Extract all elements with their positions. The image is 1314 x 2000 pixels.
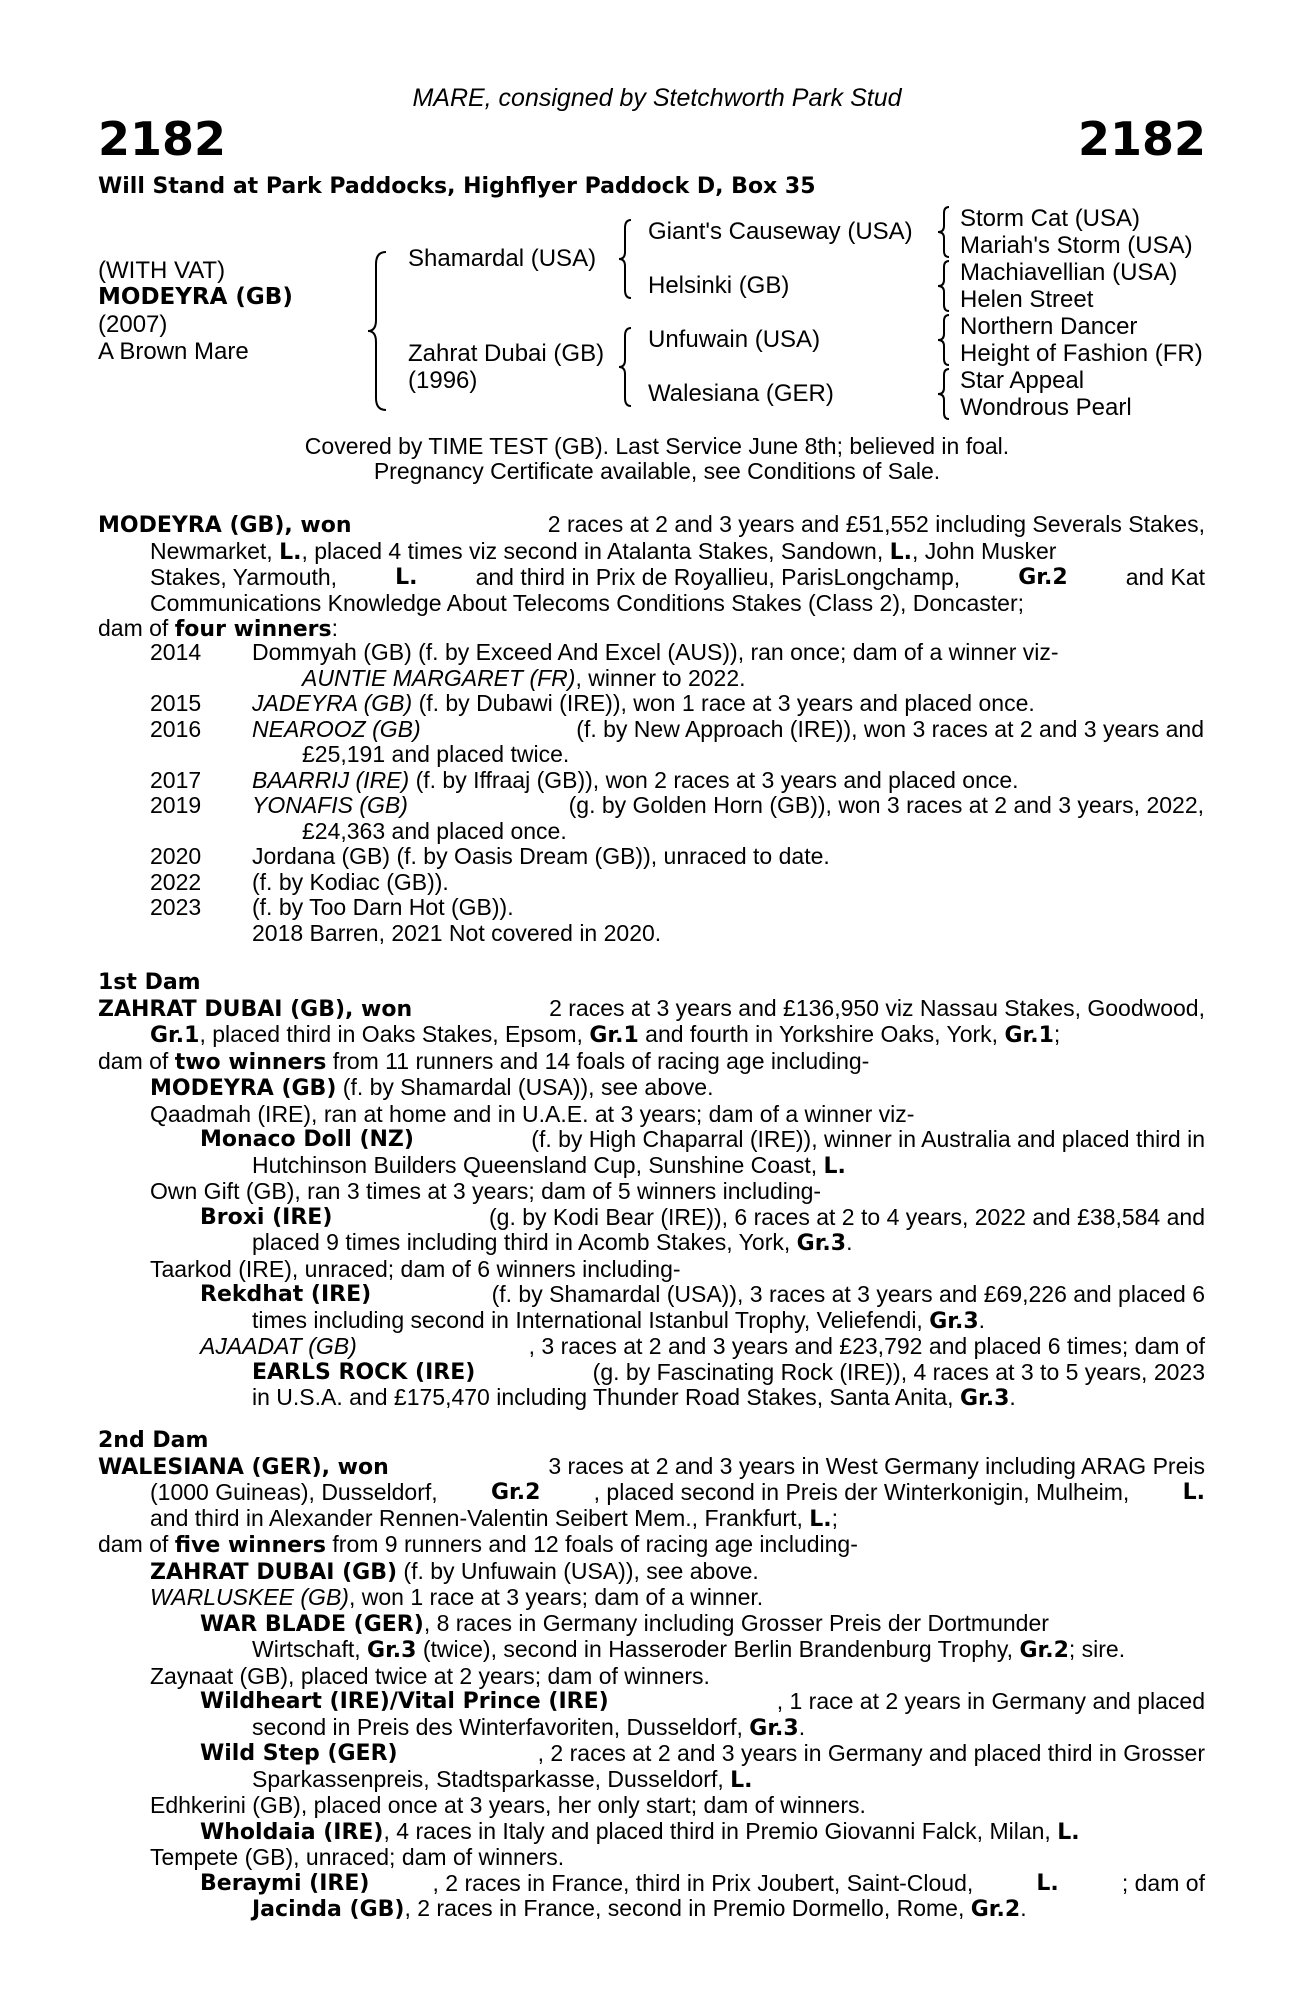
consignor-line: MARE, consigned by Stetchworth Park Stud: [412, 84, 902, 112]
group-mark: Gr.3: [367, 1638, 417, 1663]
main-horse-record: [98, 512, 1205, 643]
listed-mark: L.: [395, 565, 418, 590]
second-dam-section: 2nd Dam WALESIANA (GER), won 3 races at 2 and 3 years in West Germany including ARAG Preis (1000 Guineas), Dusseldorf, Gr.2 , placed second in Preis der Winterkonigin, Mulheim, L. and third in Alexander Rennen-Valentin Seibert Mem., Frankfurt, L.; dam of five winners from 9 runners and 12 foals of racing age including- ZAHRAT DUBAI (GB) (f. by Unfuwain (USA)), see above. WARLUSKEE (GB), won 1 race at 3 years; dam of a winner. WAR BLADE (GER), 8 races in Germany including Grosser Preis der Dortmunder Wirtschaft, Gr.3 (twice), second in Hasseroder Berlin Brandenburg Trophy, Gr.2; sire. Zaynaat (GB), placed twice at 2 years; dam of winners. Wildheart (IRE)/Vital Prince (IRE) , 1 race at 2 years in Germany and placed second in Preis des Winterfavoriten, Dusseldorf, Gr.3. Wild Step (GER) , 2 races at 2 and 3 years in Germany and placed third in Grosser Sparkassenpreis, Stadtsparkasse, Dusseldorf, L. Edhkerini (GB), placed once at 3 years, her only start; dam of winners. Wholdaia (IRE), 4 races in Italy and placed third in Premio Giovanni Falck, Milan, L. Tempete (GB), unraced; dam of winners. Beraymi (IRE) , 2 races in France, third in Prix Joubert, Saint-Cloud, L. ; dam of Jacinda (GB), 2 races in France, second in Premio Dormello, Rome, Gr.2.: [98, 1428, 1205, 1922]
first-dam-section: 1st Dam ZAHRAT DUBAI (GB), won 2 races at 3 years and £136,950 viz Nassau Stakes, Goodwood, Gr.1, placed third in Oaks Stakes, Epsom, Gr.1 and fourth in Yorkshire Oaks, York, Gr.1; dam of two winners from 11 runners and 14 foals of racing age including- MODEYRA (GB) (f. by Shamardal (USA)), see above. Qaadmah (IRE), ran at home and in U.A.E. at 3 years; dam of a winner viz- Monaco Doll (NZ) (f. by High Chaparral (IRE)), winner in Australia and placed third in Hutchinson Builders Queensland Cup, Sunshine Coast, L. Own Gift (GB), ran 3 times at 3 years; dam of 5 winners including- Broxi (IRE) (g. by Kodi Bear (IRE)), 6 races at 2 to 4 years, 2022 and £38,584 and placed 9 times including third in Acomb Stakes, York, Gr.3. Taarkod (IRE), unraced; dam of 6 winners including- Rekdhat (IRE) (f. by Shamardal (USA)), 3 races at 3 years and £69,226 and placed 6 times including second in International Istanbul Trophy, Veliefendi, Gr.3. AJAADAT (GB) , 3 races at 2 and 3 years and £23,792 and placed 6 times; dam of EARLS ROCK (IRE) (g. by Fascinating Rock (IRE)), 4 races at 3 to 5 years, 2023 in U.S.A. and £175,470 including Thunder Road Stakes, Santa Anita, Gr.3.: [98, 970, 1205, 1411]
dam-name-bold: WALESIANA (GER): [98, 1454, 322, 1480]
pedigree-dam-year: (1996): [408, 367, 478, 394]
winners-count: five winners: [174, 1533, 327, 1558]
pregnancy-line: Pregnancy Certificate available, see Conditions of Sale.: [373, 458, 941, 484]
group-mark: Gr.1: [150, 1023, 200, 1048]
horse-name-bold: Rekdhat (IRE): [200, 1282, 372, 1307]
covering-line: Covered by TIME TEST (GB). Last Service June 8th; believed in foal.: [304, 433, 1010, 459]
dam-brace-icon: [617, 326, 637, 408]
pedigree-g3-4: Helen Street: [960, 286, 1094, 313]
group-mark: Gr.2: [970, 1897, 1021, 1922]
horse-name-bold: Wholdaia (IRE): [200, 1819, 384, 1845]
group-mark: Gr.3: [749, 1715, 799, 1741]
listed-mark: L.: [889, 539, 912, 565]
group-mark: Gr.2: [1018, 565, 1068, 590]
listed-mark: L.: [823, 1153, 846, 1179]
progeny-year: 2017: [150, 766, 202, 793]
pedigree-g3-5: Northern Dancer: [960, 313, 1138, 340]
horse-name-bold: Wild Step (GER): [200, 1741, 398, 1766]
pedigree-dam-sire: Unfuwain (USA): [648, 326, 821, 353]
progeny-year: 2015: [150, 690, 202, 716]
pedigree-dam-dam: Walesiana (GER): [648, 380, 834, 407]
progeny-winner: YONAFIS (GB): [252, 792, 408, 818]
group-mark: Gr.3: [796, 1231, 847, 1256]
pedigree-dam: Zahrat Dubai (GB): [408, 340, 605, 367]
pedigree-sire: Shamardal (USA): [408, 245, 597, 272]
vat-label: (WITH VAT): [98, 257, 226, 284]
horse-name-bold: Monaco Doll (NZ): [200, 1127, 414, 1152]
group-mark: Gr.2: [490, 1480, 541, 1505]
progeny-winner: NEAROOZ (GB): [252, 715, 421, 742]
gen3-brace-icon: [936, 313, 952, 367]
horse-info: [98, 257, 293, 365]
horse-name-italic: AJAADAT (GB): [200, 1333, 357, 1359]
progeny-entry: (f. by Too Darn Hot (GB)).: [252, 894, 514, 920]
pedigree-g3-7: Star Appeal: [960, 367, 1085, 394]
record-line: Stakes, Yarmouth, L. and third in Prix de Royallieu, ParisLongchamp, Gr.2 and Kat: [150, 564, 1205, 590]
horse-name-bold: EARLS ROCK (IRE): [252, 1359, 476, 1385]
progeny-year: 2019: [150, 792, 202, 818]
pedigree-g3-8: Wondrous Pearl: [960, 394, 1132, 421]
progeny-winner: AUNTIE MARGARET (FR): [302, 664, 576, 691]
gen3-brace-icon: [936, 367, 952, 421]
pedigree-g3-1: Storm Cat (USA): [960, 205, 1141, 232]
horse-name-bold: WAR BLADE (GER): [200, 1611, 424, 1637]
progeny-winner: BAARRIJ (IRE): [252, 766, 410, 793]
listed-mark: L.: [809, 1506, 832, 1532]
group-mark: Gr.3: [929, 1308, 979, 1334]
gen3-brace-icon: [936, 205, 952, 259]
won-bold: , won: [284, 513, 352, 538]
progeny-year: 2022: [150, 868, 202, 895]
dam-name-bold: ZAHRAT DUBAI (GB): [98, 996, 346, 1022]
progeny-entry: (f. by Kodiac (GB)).: [252, 868, 449, 895]
horse-description: A Brown Mare: [98, 338, 249, 365]
horse-name-bold: MODEYRA (GB): [98, 513, 285, 538]
stand-location: Will Stand at Park Paddocks, Highflyer Paddock D, Box 35: [98, 174, 816, 199]
listed-mark: L.: [1036, 1870, 1059, 1896]
horse-name-bold: MODEYRA (GB): [150, 1076, 337, 1101]
winners-count: four winners: [174, 617, 332, 642]
progeny-entry: Jordana (GB) (f. by Oasis Dream (GB)), unraced to date.: [252, 843, 830, 869]
progeny-winner: JADEYRA (GB): [252, 690, 413, 716]
record-line: Newmarket, L., placed 4 times viz second in Atalanta Stakes, Sandown, L., John Musker: [150, 537, 1057, 565]
lot-number-right: 2182: [1077, 112, 1206, 166]
progeny-year: 2020: [150, 843, 202, 869]
horse-name-bold: ZAHRAT DUBAI (GB): [150, 1559, 398, 1585]
winners-count: two winners: [174, 1049, 327, 1075]
gen3-brace-icon: [936, 259, 952, 313]
record-line: dam of four winners:: [98, 615, 339, 642]
record-line: [98, 512, 1205, 539]
progeny-year: 2023: [150, 894, 202, 920]
record-line: Communications Knowledge About Telecoms Conditions Stakes (Class 2), Doncaster;: [150, 589, 1024, 616]
second-dam-heading: 2nd Dam: [98, 1428, 209, 1453]
group-mark: Gr.3: [959, 1386, 1010, 1411]
first-dam-heading: 1st Dam: [98, 970, 201, 995]
pedigree-sire-sire: Giant's Causeway (USA): [648, 218, 913, 245]
group-mark: Gr.1: [589, 1023, 639, 1048]
pedigree-g3-6: Height of Fashion (FR): [960, 340, 1203, 367]
covering-note: [0, 434, 1314, 484]
progeny-year: 2016: [150, 715, 202, 742]
big-brace-icon: [368, 250, 398, 412]
horse-name-italic: WARLUSKEE (GB): [150, 1584, 349, 1610]
listed-mark: L.: [1057, 1819, 1080, 1845]
listed-mark: L.: [279, 539, 302, 565]
group-mark: Gr.2: [1019, 1638, 1069, 1663]
record-text: 2 races at 2 and 3 years and £51,552 including Severals Stakes,: [547, 511, 1205, 537]
horse-name-bold: Broxi (IRE): [200, 1204, 333, 1230]
horse-name-bold: Jacinda (GB): [252, 1897, 405, 1922]
barren-note: 2018 Barren, 2021 Not covered in 2020.: [252, 919, 662, 946]
sire-brace-icon: [617, 218, 637, 300]
horse-year: (2007): [98, 311, 168, 338]
horse-name: MODEYRA (GB): [98, 284, 293, 310]
progeny-year: 2014: [150, 639, 202, 665]
progeny-list: 2014 Dommyah (GB) (f. by Exceed And Excel (AUS)), ran once; dam of a winner viz- AUNTIE MARGARET (FR), winner to 2022. 2015 JADEYRA (GB) (f. by Dubawi (IRE)), won 1 race at 3 years and placed once. 2016 NEAROOZ (GB) (f. by New Approach (IRE)), won 3 races at 2 and 3 years and £25,191 and placed twice. 2017 BAARRIJ (IRE) (f. by Iffraaj (GB)), won 2 races at 3 years and placed once. 2019 YONAFIS (GB) (g. by Golden Horn (GB)), won 3 races at 2 and 3 years, 2022, £24,363 and placed once. 2020 Jordana (GB) (f. by Oasis Dream (GB)), unraced to date. 2022 (f. by Kodiac (GB)). 2023 (f. by Too Darn Hot (GB)). 2018 Barren, 2021 Not covered in 2020.: [150, 639, 1204, 946]
pedigree-sire-dam: Helsinki (GB): [648, 272, 790, 299]
pedigree-g3-3: Machiavellian (USA): [960, 259, 1178, 286]
pedigree-g3-2: Mariah's Storm (USA): [960, 232, 1193, 259]
listed-mark: L.: [730, 1767, 753, 1793]
listed-mark: L.: [1182, 1480, 1205, 1505]
progeny-entry: Dommyah (GB) (f. by Exceed And Excel (AUS)), ran once; dam of a winner viz-: [252, 639, 1059, 665]
lot-number-left: 2182: [98, 112, 227, 166]
group-mark: Gr.1: [1004, 1023, 1054, 1048]
horse-name-bold: Wildheart (IRE)/Vital Prince (IRE): [200, 1689, 609, 1714]
horse-name-bold: Beraymi (IRE): [200, 1870, 370, 1896]
